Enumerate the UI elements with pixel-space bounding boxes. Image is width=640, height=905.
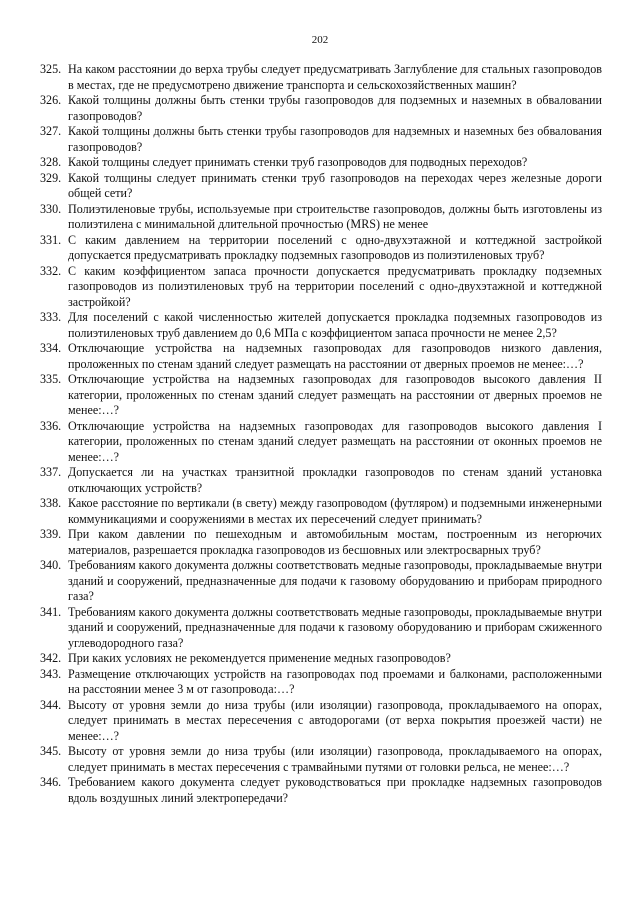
question-text: При каком давлении по пешеходным и автомобильным мостам, построенным из негорючих материалов, разрешается прокладка газопроводов из бесшовных или электросварных труб? xyxy=(68,527,602,557)
question-number: 338. xyxy=(40,496,62,510)
question-number: 340. xyxy=(40,558,62,572)
question-text: Полиэтиленовые трубы, используемые при строительстве газопроводов, должны быть изготовлены из полиэтилена с минимальной длительной прочностью (MRS) не менее xyxy=(68,201,602,231)
question-text: Требованиям какого документа должны соответствовать медные газопроводы, прокладываемые внутри зданий и сооружений, предназначенные для подачи к газовому оборудованию и приборам сжиженного углеводородного газа? xyxy=(68,604,602,650)
question-text: Какое расстояние по вертикали (в свету) между газопроводом (футляром) и подземными инженерными коммуникациями и сооружениями в местах их пересечений следует принимать? xyxy=(68,496,602,526)
question-number: 326. xyxy=(40,93,62,107)
question-item xyxy=(40,651,602,667)
question-item xyxy=(40,558,602,605)
question-item xyxy=(40,202,602,233)
question-number: 332. xyxy=(40,263,62,278)
question-item xyxy=(40,605,602,652)
question-number: 333. xyxy=(40,310,62,324)
question-item xyxy=(40,744,602,775)
question-text: Высоту от уровня земли до низа трубы (или изоляции) газопровода, прокладываемого на опорах, следует принимать в местах пересечения с трамвайными путями от головки рельса, не менее:…? xyxy=(68,744,602,774)
question-item xyxy=(40,698,602,745)
page-number: 202 xyxy=(311,34,329,46)
question-number: 329. xyxy=(40,170,62,185)
question-item xyxy=(40,465,602,496)
question-item xyxy=(40,775,602,806)
question-text: Размещение отключающих устройств на газопроводах под проемами и балконами, расположенными на расстоянии менее 3 м от газопровода:…? xyxy=(68,666,602,696)
question-text: Отключающие устройства на надземных газопроводах для газопроводов высокого давления I категории, проложенных по стенам зданий следует размещать на расстоянии от оконных проемов не менее:…? xyxy=(68,418,602,464)
question-item xyxy=(40,264,602,311)
question-number: 331. xyxy=(40,232,62,247)
question-number: 327. xyxy=(40,124,62,138)
question-number: 341. xyxy=(40,604,62,619)
question-text: При каких условиях не рекомендуется применение медных газопроводов? xyxy=(68,651,451,665)
question-text: На каком расстоянии до верха трубы следует предусматривать Заглубление для стальных газопроводов в местах, где не предусмотрено движение транспорта и сельскохозяйственных машин? xyxy=(68,62,602,92)
question-text: Какой толщины следует принимать стенки труб газопроводов на переходах через железные дороги общей сети? xyxy=(68,170,602,200)
question-number: 346. xyxy=(40,775,62,789)
question-item xyxy=(40,155,602,171)
question-item xyxy=(40,62,602,93)
question-text: Допускается ли на участках транзитной прокладки газопроводов по стенам зданий установка отключающих устройств? xyxy=(68,465,602,495)
question-list xyxy=(40,62,602,806)
question-item xyxy=(40,171,602,202)
question-number: 342. xyxy=(40,651,62,665)
question-text: Какой толщины должны быть стенки трубы газопроводов для подземных и наземных в обваловании газопроводов? xyxy=(68,93,602,123)
question-item xyxy=(40,496,602,527)
question-text: С каким давлением на территории поселений с одно-двухэтажной и коттеджной застройкой допускается предусматривать прокладку подземных газопроводов из полиэтиленовых труб? xyxy=(68,232,602,262)
question-text: Отключающие устройства на надземных газопроводах для газопроводов высокого давления II категории, проложенных по стенам зданий следует размещать на расстоянии от дверных проемов не менее:…? xyxy=(68,372,602,417)
question-text: Высоту от уровня земли до низа трубы (или изоляции) газопровода, прокладываемого на опорах, следует принимать в местах пересечения с автодорогами (от верха покрытия проезжей части) не менее:…? xyxy=(68,697,602,743)
question-item xyxy=(40,667,602,698)
question-text: Для поселений с какой численностью жителей допускается прокладка подземных газопроводов из полиэтиленовых труб давлением до 0,6 МПа с коэффициентом запаса прочности не менее 2,5? xyxy=(68,310,602,340)
question-number: 335. xyxy=(40,372,62,386)
question-text: Требованиям какого документа должны соответствовать медные газопроводы, прокладываемые внутри зданий и сооружений, предназначенные для подачи к газовому оборудованию и приборам природного газа? xyxy=(68,558,602,603)
question-number: 336. xyxy=(40,418,62,433)
question-item xyxy=(40,372,602,419)
question-number: 328. xyxy=(40,155,62,169)
question-item xyxy=(40,310,602,341)
question-item xyxy=(40,341,602,372)
question-number: 337. xyxy=(40,465,62,479)
question-number: 330. xyxy=(40,201,62,216)
question-number: 339. xyxy=(40,527,62,541)
question-text: Какой толщины следует принимать стенки труб газопроводов для подводных переходов? xyxy=(68,155,528,169)
question-number: 343. xyxy=(40,666,62,681)
question-text: Какой толщины должны быть стенки трубы газопроводов для надземных и наземных без обвалования газопроводов? xyxy=(68,124,602,154)
question-item xyxy=(40,527,602,558)
question-item xyxy=(40,419,602,466)
question-number: 344. xyxy=(40,697,62,712)
question-item xyxy=(40,124,602,155)
question-text: Требованием какого документа следует руководствоваться при прокладке надземных газопроводов вдоль воздушных линий электропередачи? xyxy=(68,775,602,805)
question-number: 334. xyxy=(40,341,62,355)
question-item xyxy=(40,93,602,124)
question-text: Отключающие устройства на надземных газопроводах для газопроводов низкого давления, проложенных по стенам зданий следует размещать на расстоянии от дверных проемов не менее:…? xyxy=(68,341,602,371)
question-text: С каким коэффициентом запаса прочности допускается предусматривать прокладку подземных газопроводов из полиэтиленовых труб на территории поселений с одно-двухэтажной и коттеджной застройкой? xyxy=(68,263,602,309)
question-number: 325. xyxy=(40,62,62,76)
question-number: 345. xyxy=(40,744,62,758)
question-item xyxy=(40,233,602,264)
